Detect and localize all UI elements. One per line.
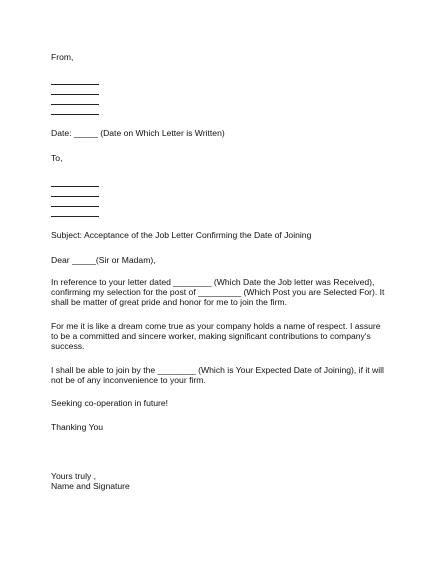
to-blank-line: [51, 206, 99, 207]
from-label: From,: [51, 52, 74, 62]
paragraph-line: to be a committed and sincere worker, making significant contributions to company's: [51, 331, 371, 341]
to-label: To,: [51, 153, 63, 163]
paragraph-line: success.: [51, 341, 85, 351]
paragraph-commitment: [51, 321, 381, 351]
paragraph-reference: [51, 277, 385, 307]
to-blank-line: [51, 196, 99, 197]
closing-line: Yours truly ,: [51, 471, 97, 481]
paragraph-line: In reference to your letter dated ________ (Which Date the Job letter was Received),: [51, 277, 375, 287]
paragraph-joining: [51, 365, 384, 385]
paragraph-line: shall be matter of great pride and honor for me to join the firm.: [51, 297, 287, 307]
subject-line: Subject: Acceptance of the Job Letter Confirming the Date of Joining: [51, 230, 312, 240]
date-line: Date: _____ (Date on Which Letter is Written): [51, 128, 225, 138]
from-blank-line: [51, 114, 99, 115]
to-blank-line: [51, 216, 99, 217]
paragraph-line: For me it is like a dream come true as your company holds a name of respect. I assure: [51, 321, 381, 331]
cooperation-line: Seeking co-operation in future!: [51, 398, 169, 408]
from-blank-line: [51, 104, 99, 105]
paragraph-line: not be of any inconvenience to your firm.: [51, 375, 206, 385]
from-blank-line: [51, 94, 99, 95]
thanking-line: Thanking You: [51, 422, 104, 432]
salutation: Dear _____(Sir or Madam),: [51, 255, 156, 265]
from-blank-line: [51, 84, 99, 85]
signature-line: Name and Signature: [51, 481, 130, 491]
to-blank-line: [51, 186, 99, 187]
paragraph-line: I shall be able to join by the ________ (Which is Your Expected Date of Joining), if it will: [51, 365, 384, 375]
paragraph-line: confirming my selection for the post of _________ (Which Post you are Selected For). It: [51, 287, 385, 297]
